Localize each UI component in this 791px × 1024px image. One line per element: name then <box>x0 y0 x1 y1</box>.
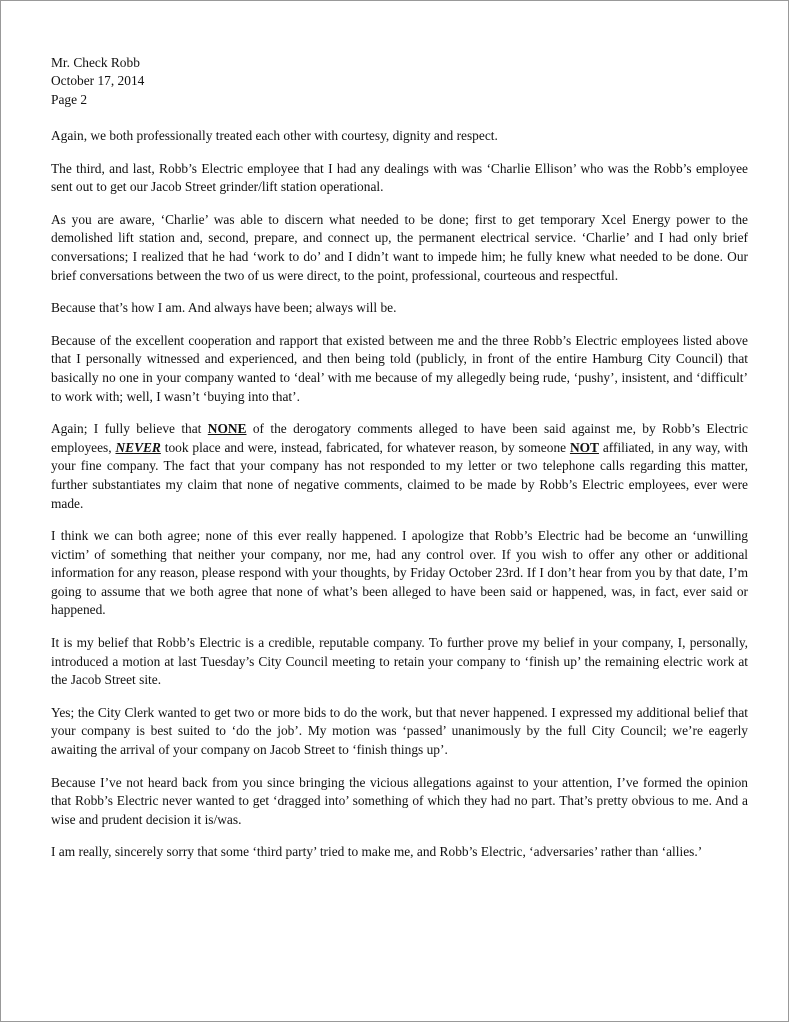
paragraph-9: Yes; the City Clerk wanted to get two or more bids to do the work, but that never happened. I expressed my additional belief that your company is best suited to ‘do the job’. My motion was ‘passed’ unanimously by the full City Council; we’re eagerly awaiting the arrival of your company on Jacob Street to ‘finish things up’. <box>51 704 748 758</box>
page-number: Page 2 <box>51 91 88 107</box>
emphasis-never: NEVER <box>115 439 161 455</box>
paragraph-8: It is my belief that Robb’s Electric is a credible, reputable company. To further prove my belief in your company, I, personally, introduced a motion at last Tuesday’s City Council meeting to retain your company to ‘finish up’ the remaining electric work at the Jacob Street site. <box>51 635 748 688</box>
date-line: October 17, 2014 <box>51 73 145 89</box>
letter-body <box>51 127 748 876</box>
paragraph-2: The third, and last, Robb’s Electric employee that I had any dealings with was ‘Charlie Ellison’ who was the Robb’s employee sent out to get our Jacob Street grinder/lift station operational. <box>51 160 748 195</box>
recipient-line: Mr. Check Robb <box>51 55 140 70</box>
paragraph-10: Because I’ve not heard back from you since bringing the vicious allegations against to your attention, I’ve formed the opinion that Robb’s Electric never wanted to get ‘dragged into’ something of which they had no part. That’s pretty obvious to me. And a wise and prudent decision it is/was. <box>51 774 748 827</box>
letter-header <box>51 54 144 109</box>
paragraph-7: I think we can both agree; none of this ever really happened. I apologize that Robb’s Electric had be become an ‘unwilling victim’ of something that neither your company, nor me, had any control over. If you wish to offer any other or additional information for any reason, please respond with your thoughts, by Friday October 23rd. If I don’t hear from you by that date, I’m going to assume that we both agree that none of what’s been alleged to have been said or happened, was, in fact, ever said or happened. <box>51 528 748 618</box>
paragraph-3: As you are aware, ‘Charlie’ was able to discern what needed to be done; first to get temporary Xcel Energy power to the demolished lift station and, second, prepare, and connect up, the permanent electrical service. ‘Charlie’ and I had only brief conversations; I realized that he had ‘work to do’ and I didn’t want to impede him; he fully knew what needed to be done. Our brief conversations between the two of us were direct, to the point, professional, courteous and respectful. <box>51 211 748 283</box>
paragraph-1: Again, we both professionally treated each other with courtesy, dignity and respect. <box>51 128 498 143</box>
paragraph-11: I am really, sincerely sorry that some ‘third party’ tried to make me, and Robb’s Electric, ‘adversaries’ rather than ‘allies.’ <box>51 844 703 860</box>
paragraph-5: Because of the excellent cooperation and rapport that existed between me and the three Robb’s Electric employees listed above that I personally witnessed and experienced, and then being told (publicly, in front of the entire Hamburg City Council) that basically no one in your company wanted to ‘deal’ with me because of my allegedly being rude, ‘pushy’, insistent, and ‘difficult’ to work with; well, I wasn’t ‘buying into that’. <box>51 332 748 404</box>
paragraph-6-text: took place and were, instead, fabricated, for whatever reason, by someone <box>160 439 570 455</box>
paragraph-6 <box>51 420 748 513</box>
paragraph-6-text: Again; I fully believe that <box>51 421 208 437</box>
emphasis-none: NONE <box>207 421 247 437</box>
paragraph-6-text: of the derogatory comments alleged to have been said against me, by Robb’s Electric employees, <box>51 421 748 455</box>
paragraph-6-text: affiliated, in any way, with your fine company. The fact that your company has not responded to my letter or two telephone calls regarding this matter, further substantiates my claim that none of negative comments, claimed to be made by Robb’s Electric employees, ever were made. <box>51 439 748 511</box>
paragraph-4: Because that’s how I am. And always have been; always will be. <box>51 300 397 316</box>
emphasis-not: NOT <box>569 439 599 455</box>
